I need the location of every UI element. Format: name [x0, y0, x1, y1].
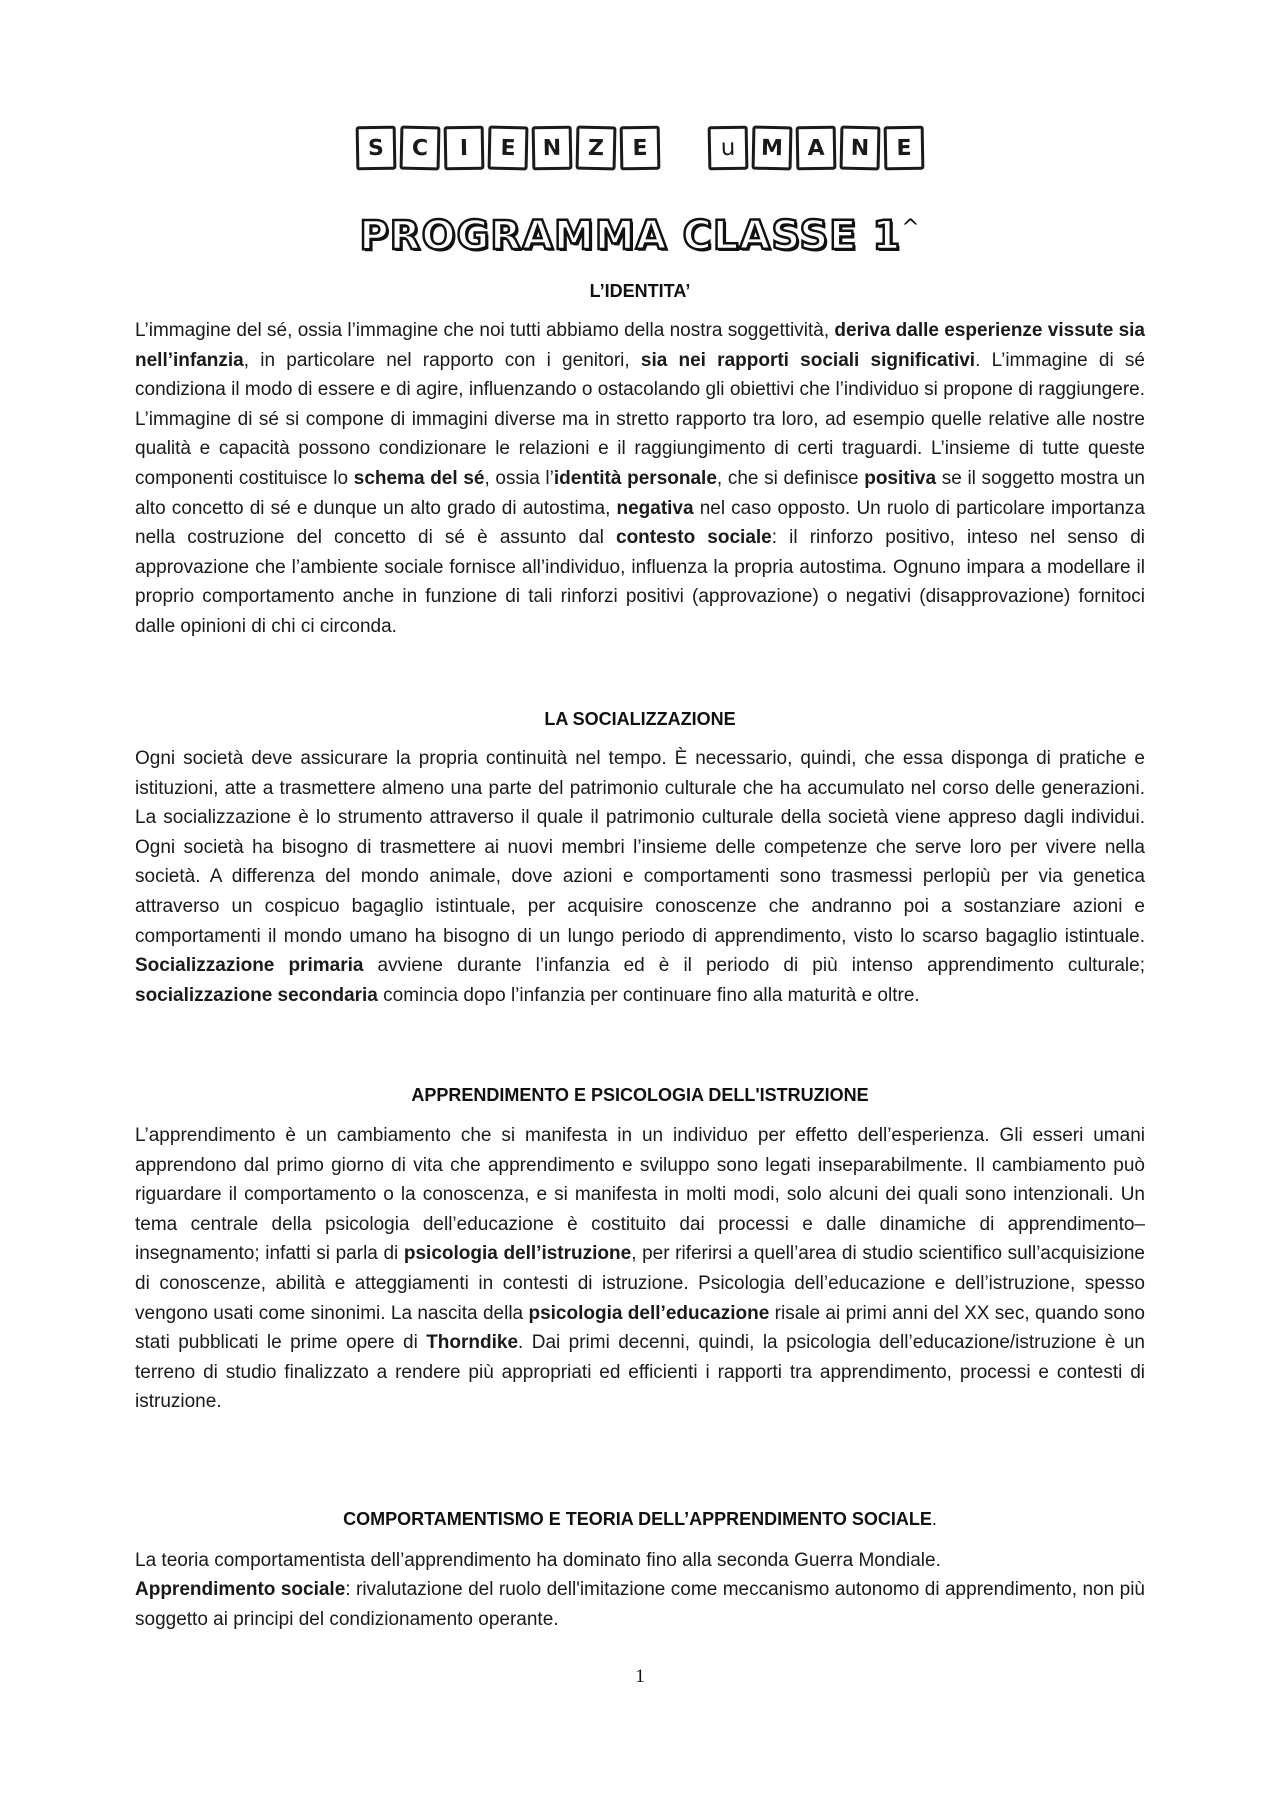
bold-text-run: psicologia dell’istruzione	[403, 1243, 632, 1265]
bold-text-run: contesto sociale	[616, 527, 772, 549]
page-subtitle	[0, 213, 1280, 259]
title-letter: I	[444, 126, 485, 171]
bold-text-run: deriva dalle esperienze vissute sia nell’infanzia	[135, 320, 1145, 371]
title-letter: E	[488, 126, 529, 171]
paragraph-socializzazione	[135, 744, 1145, 1010]
text-run: , per riferirsi a quell’area di studio scientifico sull’acquisizione di conoscenze, abilità e atteggiamenti in contesti di istruzione. Psicologia dell’educazione e dell’istruzione, spesso vengono usati come sinonimi. La nascita della	[135, 1243, 1145, 1324]
title-letter: E	[884, 126, 925, 171]
section-heading-identita: L’IDENTITA’	[589, 281, 691, 301]
title-letter: Z	[576, 126, 617, 171]
paragraph-apprendimento	[135, 1121, 1145, 1417]
text-run: L’apprendimento è un cambiamento che si manifesta in un individuo per effetto dell’esperienza. Gli esseri umani apprendono dal primo giorno di vita che apprendimento e sviluppo sono legati inseparabilmente. Il cambiamento può riguardare il comportamento o la conoscenza, e si manifesta in molti modi, solo alcuni dei quali sono intenzionali. Un tema centrale della psicologia dell’educazione è costituito dai processi e dalle dinamiche di apprendimento–insegnamento; infatti si parla di	[135, 1125, 1145, 1265]
text-run: : rivalutazione del ruolo dell'imitazione come meccanismo autonomo di apprendimento, non più soggetto ai principi del condizionamento operante.	[135, 1579, 1145, 1630]
text-run: L’immagine del sé, ossia l’immagine che noi tutti abbiamo della nostra soggettività,	[135, 320, 835, 341]
section-heading-text: COMPORTAMENTISMO E TEORIA DELL’APPRENDIMENTO SOCIALE	[343, 1509, 932, 1529]
title-word-scienze	[356, 126, 660, 170]
section-heading-suffix: .	[931, 1509, 937, 1529]
text-run: , ossia l’	[484, 467, 554, 489]
title-letter: C	[400, 126, 441, 171]
text-run: La teoria comportamentista dell’apprendimento ha dominato fino alla seconda Guerra Mondiale.	[135, 1550, 941, 1571]
text-run: avviene durante l’infanzia ed è il periodo di più intenso apprendimento culturale;	[363, 955, 1145, 977]
bold-text-run: negativa	[616, 497, 694, 519]
title-letter: A	[796, 126, 837, 171]
title-letter: N	[532, 126, 573, 171]
text-run: . Dai primi decenni, quindi, la psicologia dell’educazione/istruzione è un terreno di studio finalizzato a rendere più appropriati ed efficienti i rapporti tra apprendimento, processi e contesti di istruzione.	[135, 1332, 1145, 1413]
title-word-umane	[708, 126, 924, 170]
bold-text-run: Thorndike	[426, 1332, 519, 1354]
title-boxed-letters	[0, 126, 1280, 170]
subtitle-text: PROGRAMMA CLASSE 1	[359, 213, 902, 259]
text-run: , in particolare nel rapporto con i genitori,	[243, 349, 641, 371]
bold-text-run: socializzazione secondaria	[135, 984, 378, 1006]
text-run: , che si definisce	[716, 467, 865, 489]
paragraph-comportamentismo	[135, 1546, 1145, 1576]
title-letter: E	[620, 126, 661, 171]
paragraph-apprendimento-sociale	[135, 1575, 1145, 1634]
text-run: nel caso opposto. Un ruolo di particolare importanza nella costruzione del concetto di sé è assunto dal	[135, 497, 1145, 549]
bold-text-run: positiva	[864, 467, 937, 489]
section-heading-comportamentismo	[0, 1509, 1280, 1530]
text-run: comincia dopo l’infanzia per continuare fino alla maturità e oltre.	[377, 984, 920, 1006]
paragraph-identita	[135, 316, 1145, 642]
text-run: Ogni società deve assicurare la propria continuità nel tempo. È necessario, quindi, che essa disponga di pratiche e istituzioni, atte a trasmettere almeno una parte del patrimonio culturale che ha accumulato nel corso delle generazioni. La socializzazione è lo strumento attraverso il quale il patrimonio culturale della società viene appreso dagli individui. Ogni società ha bisogno di trasmettere ai nuovi membri l’insieme delle competenze che serve loro per vivere nella società. A differenza del mondo animale, dove azioni e comportamenti sono trasmessi perlopiù per via genetica attraverso un cospicuo bagaglio istintuale, per acquisire conoscenze che andranno poi a sostanziare azioni e comportamenti il mondo umano ha bisogno di un lungo periodo di apprendimento, visto lo scarso bagaglio istintuale.	[135, 748, 1145, 947]
page-number: 1	[635, 1666, 645, 1687]
bold-text-run: Socializzazione primaria	[135, 955, 364, 977]
bold-text-run: sia nei rapporti sociali significativi	[640, 349, 976, 371]
text-run: se il soggetto mostra un alto concetto di sé e dunque un alto grado di autostima,	[135, 467, 1145, 519]
title-letter: u	[708, 126, 749, 171]
subtitle-suffix: ^	[901, 215, 921, 241]
section-heading-socializzazione: LA SOCIALIZZAZIONE	[544, 709, 736, 729]
bold-text-run: identità personale	[553, 467, 717, 489]
bold-text-run: psicologia dell’educazione	[528, 1302, 770, 1324]
text-run: risale ai primi anni del XX sec, quando sono stati pubblicati le prime opere di	[135, 1302, 1145, 1354]
title-letter: S	[356, 126, 397, 171]
text-run: . L’immagine di sé condiziona il modo di essere e di agire, influenzando o ostacolando gli obiettivi che l’individuo si propone di raggiungere. L’immagine di sé si compone di immagini diverse ma in stretto rapporto tra loro, ad esempio quelle relative alle nostre qualità e capacità possono condizionare le relazioni e il raggiungimento di certi traguardi. L’insieme di tutte queste componenti costituisce lo	[135, 349, 1145, 489]
title-letter: N	[840, 126, 881, 171]
section-heading-apprendimento: APPRENDIMENTO E PSICOLOGIA DELL'ISTRUZIONE	[411, 1085, 869, 1105]
text-run: : il rinforzo positivo, inteso nel senso di approvazione che l’ambiente sociale fornisce all’individuo, influenza la propria autostima. Ognuno impara a modellare il proprio comportamento anche in funzione di tali rinforzi positivi (approvazione) o negativi (disapprovazione) fornitoci dalle opinioni di chi ci circonda.	[135, 527, 1145, 637]
bold-text-run: Apprendimento sociale	[135, 1579, 346, 1600]
bold-text-run: schema del sé	[353, 467, 485, 489]
title-letter: M	[752, 126, 793, 171]
